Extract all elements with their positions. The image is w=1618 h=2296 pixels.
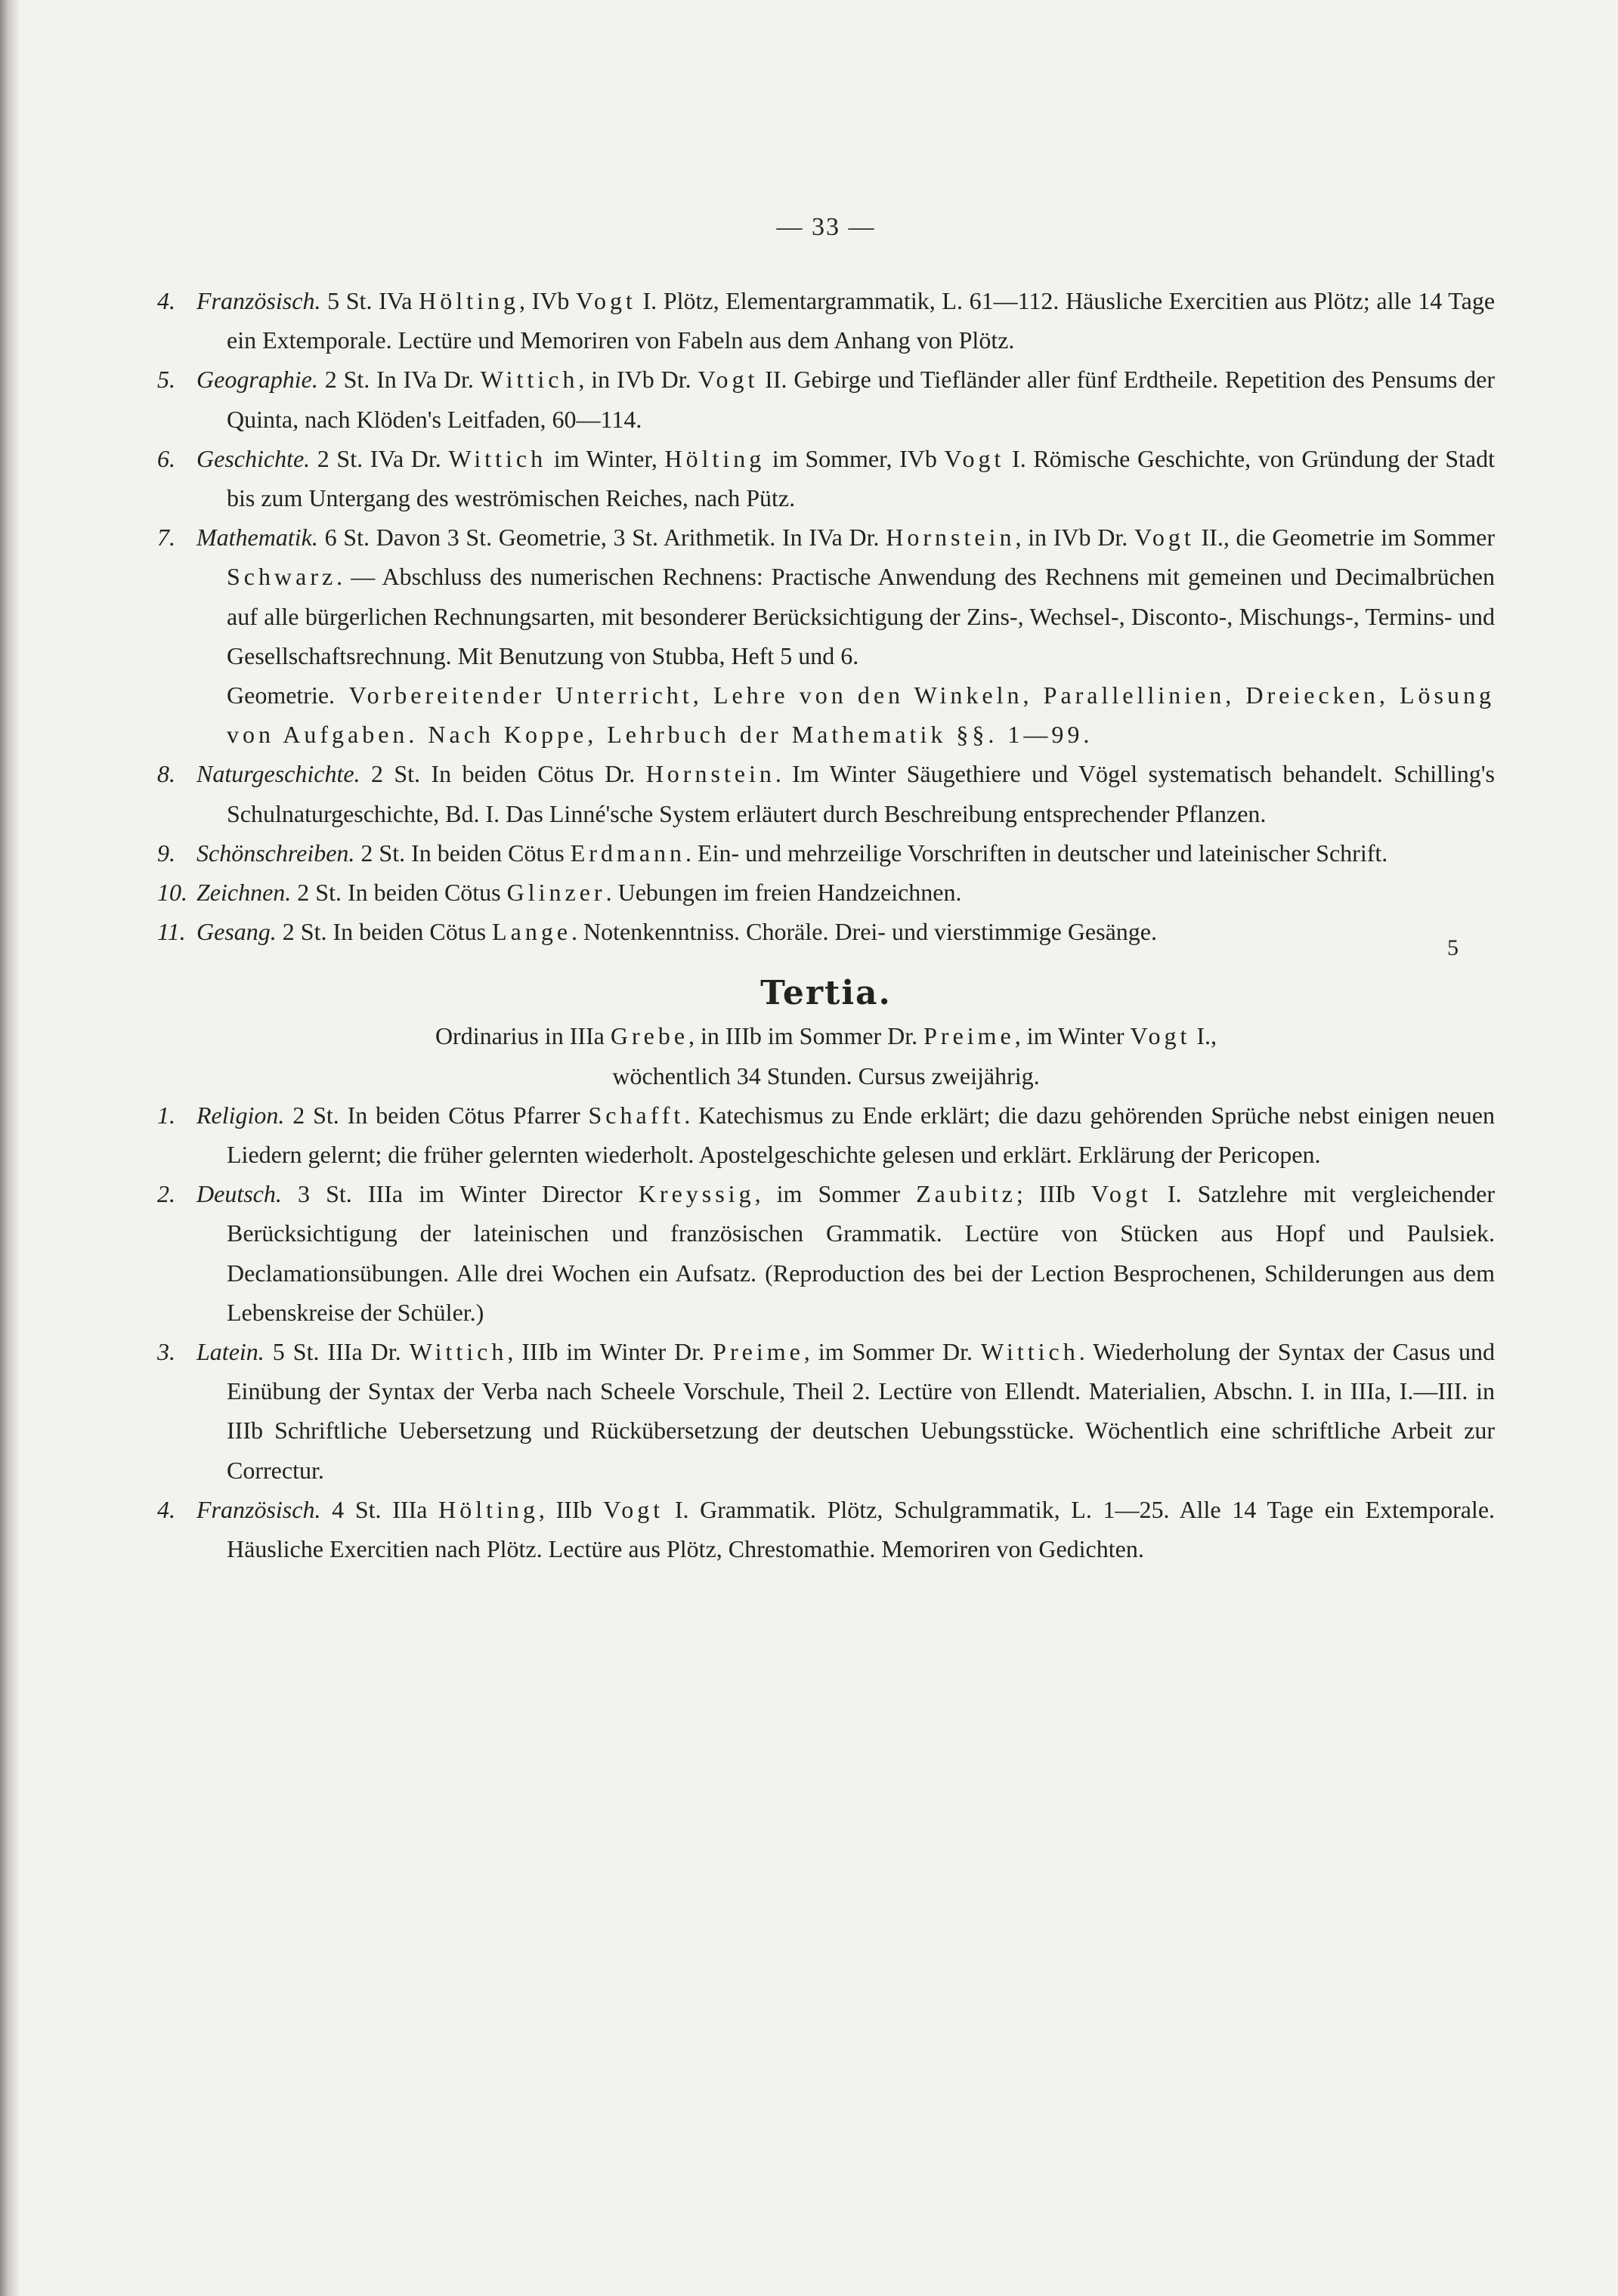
body-text: 5 St. IIIa Dr.: [272, 1338, 410, 1366]
body-text: . Uebungen im freien Handzeichnen.: [605, 879, 962, 907]
body-text: , in IIIb im Sommer Dr.: [688, 1022, 924, 1050]
entry-number: 3.: [157, 1338, 175, 1366]
body-text: , in IVb Dr.: [578, 366, 698, 394]
entry-subject: Latein.: [196, 1338, 265, 1366]
body-text: . — Abschluss des numerischen Rechnens: Practische Anwendung des Rechnens mit gemeinen und Decimalbrüchen auf alle bürgerlichen Rechnungsarten, mit besonderer Berücksichtigung der Zins-, Wechsel-, Disconto-, Mischungs-, Termins- und Gesellschaftsrechnung. Mit Benutzung von Stubba, Heft 5 und 6.: [227, 563, 1495, 669]
tertia-section: [157, 1095, 1495, 1568]
spaced-name: Wittich: [981, 1338, 1079, 1366]
page-binding-edge: [0, 0, 20, 2296]
body-text: , IVb: [518, 287, 576, 314]
curriculum-entry: [157, 518, 1495, 754]
spaced-name: Vogt: [603, 1495, 664, 1523]
entry-number: 5.: [157, 366, 175, 394]
body-text: I. Grammatik. Plötz, Schulgrammatik, L. 1—25. Alle 14 Tage ein Extemporale. Häusliche Exercitien nach Plötz. Lectüre aus Plötz, Chrestomathie. Memoriren von Gedichten.: [227, 1495, 1496, 1563]
curriculum-entry: [157, 360, 1495, 438]
body-text: , im Sommer: [754, 1180, 917, 1208]
spaced-name: Hölting: [419, 287, 519, 314]
body-text: 5 St. IVa: [327, 287, 419, 314]
curriculum-entry: [157, 833, 1495, 873]
spaced-name: Zaubitz: [916, 1180, 1016, 1208]
entry-subject: Französisch.: [196, 287, 321, 314]
body-text: 2 St. In beiden Cötus Pfarrer: [292, 1101, 589, 1129]
entry-subject: Gesang.: [196, 918, 277, 946]
entry-number: 1.: [157, 1101, 175, 1129]
entry-subject: Geographie.: [196, 366, 318, 394]
curriculum-entry: [157, 754, 1495, 833]
spaced-name: Grebe: [610, 1022, 689, 1050]
spaced-name: Hölting: [664, 444, 766, 472]
curriculum-entry: [157, 912, 1495, 951]
body-text: 6 St. Davon 3 St. Geometrie, 3 St. Arithmetik. In IVa Dr.: [324, 524, 886, 552]
entry-number: 2.: [157, 1180, 175, 1208]
spaced-name: Vogt: [944, 444, 1005, 472]
section-heading-tertia: Tertia.: [760, 974, 892, 1013]
document-page: [157, 0, 1495, 2296]
body-text: I.,: [1190, 1022, 1217, 1050]
entry-number: 4.: [157, 1495, 175, 1523]
curriculum-entry: [157, 281, 1495, 360]
entry-paragraph: [157, 281, 1495, 360]
spaced-name: Preime: [713, 1338, 804, 1366]
body-text: I. Römische Geschichte, von Gründung der Stadt bis zum Untergang des weströmischen Reiches, nach Pütz.: [227, 444, 1496, 512]
spaced-name: Lange: [492, 918, 572, 946]
body-text: , im Sommer Dr.: [803, 1338, 982, 1366]
spaced-name: Wittich: [480, 366, 579, 394]
signature-mark: 5: [1447, 935, 1459, 960]
body-text: 2 St. IVa Dr.: [317, 444, 449, 472]
curriculum-entry: [157, 439, 1495, 518]
curriculum-entry: [157, 1332, 1495, 1490]
spaced-name: Preime: [923, 1022, 1015, 1050]
curriculum-entry: [157, 1174, 1495, 1332]
entry-number: 10.: [157, 879, 187, 907]
body-text: , im Winter: [1014, 1022, 1131, 1050]
entry-number: 4.: [157, 287, 175, 314]
spaced-name: Schwarz: [227, 563, 337, 591]
curriculum-entry: [157, 873, 1495, 912]
body-text: 2 St. In beiden Cötus Dr.: [370, 760, 646, 788]
body-text: . Im Winter Säugethiere und Vögel systematisch behandelt. Schilling's Schulnaturgeschichte, Bd. I. Das Linné'sche System erläutert durch Beschreibung entsprechender Pflanzen.: [227, 760, 1496, 827]
body-text: 2 St. In beiden Cötus: [360, 839, 571, 867]
spaced-name: Kreyssig: [638, 1180, 755, 1208]
entry-subject: Geschichte.: [196, 444, 311, 472]
entry-paragraph: [157, 1490, 1495, 1568]
entry-subject: Französisch.: [196, 1495, 321, 1523]
entry-paragraph: [157, 1332, 1495, 1490]
entry-paragraph: [157, 754, 1495, 833]
body-text: . Notenkenntniss. Choräle. Drei- und vierstimmige Gesänge.: [571, 918, 1157, 946]
entry-subject: Zeichnen.: [196, 879, 292, 907]
spaced-name: Glinzer: [506, 879, 606, 907]
entry-number: 6.: [157, 444, 175, 472]
body-text: 4 St. IIIa: [332, 1495, 439, 1523]
entry-subject: Naturgeschichte.: [196, 760, 360, 788]
entry-number: 8.: [157, 760, 175, 788]
entry-number: 11.: [157, 918, 186, 946]
body-text: Ordinarius in IIIa: [435, 1022, 611, 1050]
entry-number: 7.: [157, 524, 175, 552]
body-text: . Katechismus zu Ende erklärt; die dazu gehörenden Sprüche nebst einigen neuen Liedern gelernt; die früher gelernten wiederholt. Apostelgeschichte gelesen und erklärt. Erklärung der Pericopen.: [227, 1101, 1495, 1169]
body-text: 2 St. In beiden Cötus: [297, 879, 507, 907]
entry-paragraph: [157, 873, 1495, 912]
body-text: I. Satzlehre mit vergleichender Berücksichtigung der lateinischen und französischen Grammatik. Lectüre von Stücken aus Hopf und Paulsiek. Declamationsübungen. Alle drei Wochen ein Aufsatz. (Reproduction des bei der Lection Besprochenen, Schilderungen aus dem Lebenskreise der Schüler.): [227, 1180, 1496, 1326]
body-text: I. Plötz, Elementargrammatik, L. 61—112. Häusliche Exercitien aus Plötz; alle 14 Tage ein Extemporale. Lectüre und Memoriren von Fabeln aus dem Anhang von Plötz.: [227, 287, 1496, 354]
body-text: im Winter,: [546, 444, 665, 472]
spaced-name: Vogt: [576, 287, 636, 314]
body-text: 2 St. In IVa Dr.: [324, 366, 481, 394]
entry-subject: Religion.: [196, 1101, 285, 1129]
spaced-name: Erdmann: [570, 839, 686, 867]
spaced-name: Vogt: [1134, 524, 1195, 552]
spaced-name: Wittich: [409, 1338, 508, 1366]
body-text: . Ein- und mehrzeilige Vorschriften in deutscher und lateinischer Schrift.: [685, 839, 1388, 867]
spaced-name: Vogt: [698, 366, 759, 394]
entry-paragraph: [157, 439, 1495, 518]
document-body: [157, 281, 1495, 1568]
quarta-section: [157, 281, 1495, 951]
spaced-name: . Vorbereitender Unterricht, Lehre von den Winkeln, Parallellinien, Dreiecken, Lösung von Aufgaben. Nach Koppe, Lehrbuch der Mathematik §§. 1—99.: [227, 681, 1495, 749]
entry-paragraph: [157, 833, 1495, 873]
entry-subject: Schönschreiben.: [196, 839, 355, 867]
spaced-name: Hornstein: [886, 524, 1016, 552]
body-text: , IIIb: [538, 1495, 604, 1523]
curriculum-entry: [157, 1490, 1495, 1568]
weekly-hours-line: wöchentlich 34 Stunden. Cursus zweijährig.: [612, 1061, 1040, 1089]
body-text: . Wiederholung der Syntax der Casus und Einübung der Syntax der Verba nach Scheele Vorschule, Theil 2. Lectüre von Ellendt. Materialien, Abschn. I. in IIIa, I.—III. in IIIb Schriftliche Uebersetzung und Rückübersetzung der deutschen Uebungsstücke. Wöchentlich eine schriftliche Arbeit zur Correctur.: [227, 1338, 1496, 1484]
body-text: im Sommer, IVb: [765, 444, 945, 472]
entry-paragraph: [157, 1095, 1495, 1174]
ordinarius-line: [157, 1016, 1495, 1055]
body-text: II. Gebirge und Tiefländer aller fünf Erdtheile. Repetition des Pensums der Quinta, nach Klöden's Leitfaden, 60—114.: [227, 366, 1496, 433]
entry-subject: Mathematik.: [196, 524, 318, 552]
entry-paragraph: [157, 360, 1495, 438]
entry-number: 9.: [157, 839, 175, 867]
entry-paragraph: [157, 518, 1495, 675]
spaced-name: Schafft: [588, 1101, 685, 1129]
body-text: II., die Geometrie im Sommer: [1194, 524, 1496, 552]
entry-continuation: [157, 675, 1495, 754]
body-text: 2 St. In beiden Cötus: [282, 918, 493, 946]
entry-paragraph: [157, 912, 1495, 951]
spaced-name: Vogt: [1091, 1180, 1152, 1208]
page-number: — 33 —: [776, 213, 876, 241]
entry-paragraph: [157, 1174, 1495, 1332]
spaced-name: Hornstein: [645, 760, 775, 788]
entry-subject: Deutsch.: [196, 1180, 282, 1208]
spaced-name: Wittich: [448, 444, 547, 472]
body-text: , IIIb im Winter Dr.: [507, 1338, 713, 1366]
body-text: ; IIIb: [1016, 1180, 1091, 1208]
curriculum-entry: [157, 1095, 1495, 1174]
body-text: Geometrie: [227, 681, 329, 709]
spaced-name: Vogt: [1130, 1022, 1191, 1050]
body-text: , in IVb Dr.: [1015, 524, 1134, 552]
spaced-name: Hölting: [438, 1495, 539, 1523]
body-text: 3 St. IIIa im Winter Director: [297, 1180, 639, 1208]
